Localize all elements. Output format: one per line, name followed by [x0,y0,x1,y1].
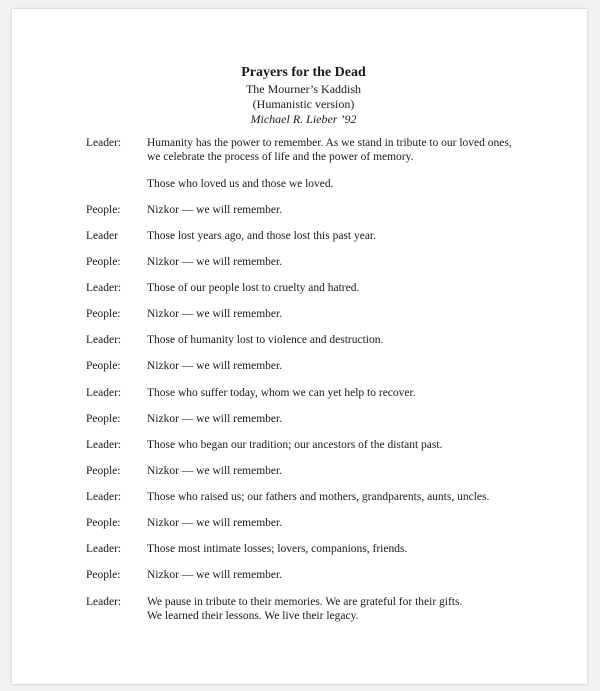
line-text-segment: Nizkor — we will remember. [147,465,283,477]
line-text-segment: Those who began our tradition; our ancestors of the distant past. [147,439,443,451]
line-text-segment: Nizkor — we will remember. [147,204,283,216]
line-text-segment: Those of humanity lost to violence and destruction. [147,334,384,346]
line-text [147,464,547,478]
speaker-label: People: [86,569,121,581]
line-text [147,229,547,243]
line-text [147,136,547,164]
line-text-segment: Those who raised us; our fathers and mothers, grandparents, aunts, uncles. [147,491,490,503]
speaker-label: People: [86,465,121,477]
line-text-segment: Those who suffer today, whom we can yet help to recover. [147,387,416,399]
line-text-segment: Those who loved us and those we loved. [147,178,334,190]
line-text [147,333,547,347]
line-text-segment: Humanity has the power to remember. As we stand in tribute to our loved ones, [147,137,512,149]
speaker-label: Leader: [86,543,122,555]
document-page [12,9,587,684]
line-text [147,386,547,400]
line-text-segment: Nizkor — we will remember. [147,569,283,581]
line-text [147,177,547,191]
speaker-label: People: [86,517,121,529]
line-text [147,307,547,321]
page-subtitle: The Mourner’s Kaddish [245,82,362,96]
speaker-label: Leader: [86,439,122,451]
speaker-label: People: [86,256,121,268]
speaker-label: Leader: [86,282,122,294]
line-text [147,255,547,269]
line-text-segment: Nizkor — we will remember. [147,413,283,425]
line-text [147,412,547,426]
line-text [147,359,547,373]
line-text-segment: Nizkor — we will remember. [147,517,283,529]
line-text [147,542,547,556]
line-text [147,516,547,530]
line-text-segment: Nizkor — we will remember. [147,360,283,372]
speaker-label: People: [86,413,121,425]
speaker-label: Leader: [86,387,122,399]
line-text-segment: Nizkor — we will remember. [147,256,283,268]
line-text-segment: Those of our people lost to cruelty and hatred. [147,282,360,294]
line-text [147,281,547,295]
prayer-lines [12,9,587,684]
line-text [147,203,547,217]
author-credit: Michael R. Lieber ’92 [250,112,357,126]
speaker-label: Leader: [86,334,122,346]
version-note: (Humanistic version) [252,97,355,111]
line-text-segment: We pause in tribute to their memories. We are grateful for their gifts. [147,596,463,608]
speaker-label: Leader: [86,491,122,503]
speaker-label: People: [86,360,121,372]
line-text [147,438,547,452]
line-text-segment: We learned their lessons. We live their legacy. [147,610,359,622]
speaker-label: Leader [86,230,118,242]
speaker-label: People: [86,204,121,216]
line-text [147,595,547,623]
line-text [147,568,547,582]
page-title: Prayers for the Dead [241,65,366,80]
line-text-segment: Those most intimate losses; lovers, companions, friends. [147,543,408,555]
line-text-segment: Those lost years ago, and those lost this past year. [147,230,377,242]
line-text-segment: Nizkor — we will remember. [147,308,283,320]
line-text [147,490,547,504]
line-text-segment: we celebrate the process of life and the power of memory. [147,151,414,163]
speaker-label: Leader: [86,137,122,149]
speaker-label: People: [86,308,121,320]
speaker-label: Leader: [86,596,122,608]
